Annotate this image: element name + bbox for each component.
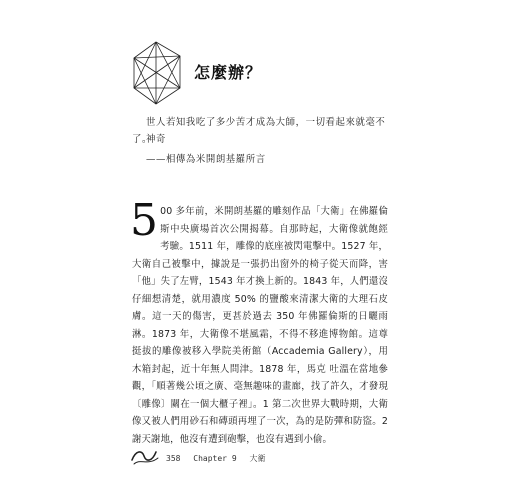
diamond-icon: [132, 40, 196, 106]
epigraph-line: 了。: [132, 134, 152, 145]
body-paragraph: [130, 195, 388, 448]
chapter-title: 大衛: [249, 454, 266, 463]
body-text: 00 多年前，米開朗基羅的雕刻作品「大衛」在佛羅倫斯中央廣場首次公開揭幕。自那時起，大衛像就飽經考驗。1511 年，雕像的底座被閃電擊中。1527 年，大衛自己被擊中，據說是一張扔出窗外的椅子從天而降，害「他」失了左臂，1543 年才換上新的。1843 年，人們還沒仔細想清楚，就用濃度 50% 的鹽酸來清潔大衛的大理石皮膚。這一天的傷害，更甚於過去 350 年佛羅倫斯的日曬雨淋。1873 年，大衛像不堪風霜，不得不移進博物館。這尊挺拔的雕像被移入學院美術館（Accademia Gallery），用木箱封起，近十年無人問津。1878 年，馬克 吐溫在當地參觀，「順著幾公頃之廣、毫無趣味的畫廊，找了許久，才發現〔雕像〕關在一個大櫃子裡」。1 第二次世界大戰時期，大衛像又被人們用砂石和磚頭再埋了一次，為的是防彈和防盜。2 謝天謝地，他沒有遭到砲擊，也沒有遇到小偷。: [132, 206, 388, 445]
page-footer: [130, 444, 390, 472]
section-title: 怎麼辦？: [194, 63, 263, 82]
squiggle-logo-icon: [130, 444, 160, 468]
epigraph-line: 世人若知我吃了多少苦才成為大師，一切看起來就毫不神奇: [146, 117, 386, 145]
page-number: 358: [166, 454, 181, 463]
drop-cap: 5: [130, 195, 159, 246]
section-header: [132, 40, 392, 106]
epigraph-source: ——相傳為米開朗基羅所言: [146, 154, 266, 165]
footer-text: [166, 453, 273, 464]
chapter-label: Chapter 9: [193, 454, 237, 463]
